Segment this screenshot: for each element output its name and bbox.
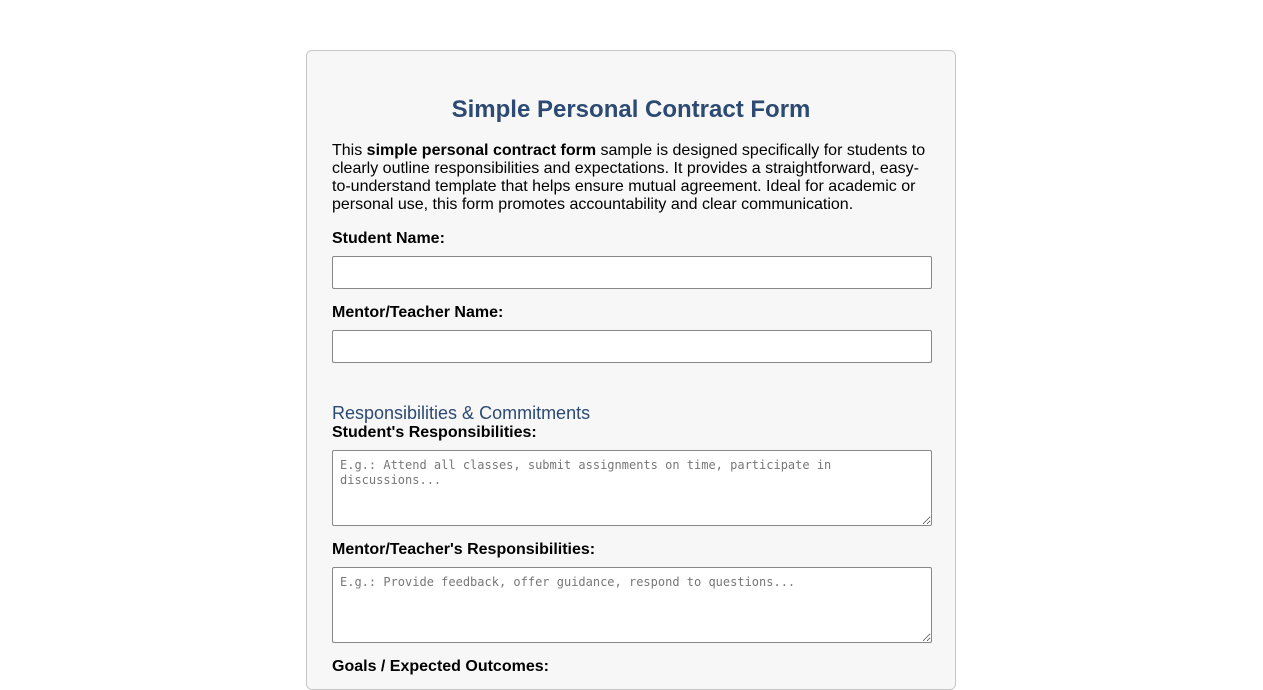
mentor-name-label: Mentor/Teacher Name: xyxy=(332,304,504,321)
student-responsibilities-label: Student's Responsibilities: xyxy=(332,424,537,441)
intro-text-start: This xyxy=(332,142,367,159)
student-name-label: Student Name: xyxy=(332,230,445,247)
intro-text-end: sample is designed specifically for students to clearly outline responsibilities and expectations. It provides a straightforward, easy-to-understand template that helps ensure mutual agreement. Ideal for academic or personal use, this form promotes accountability and clear communication. xyxy=(332,142,926,213)
intro-text-bold: simple personal contract form xyxy=(366,142,597,159)
form-title: Simple Personal Contract Form xyxy=(451,96,811,123)
student-responsibilities-textarea[interactable] xyxy=(332,450,932,526)
mentor-name-input[interactable] xyxy=(332,330,932,363)
form-intro xyxy=(332,142,932,214)
responsibilities-section-heading: Responsibilities & Commitments xyxy=(332,403,591,423)
goals-label: Goals / Expected Outcomes: xyxy=(332,658,549,675)
mentor-responsibilities-label: Mentor/Teacher's Responsibilities: xyxy=(332,541,596,558)
contract-form-card xyxy=(306,50,956,690)
mentor-responsibilities-textarea[interactable] xyxy=(332,567,932,643)
student-name-input[interactable] xyxy=(332,256,932,289)
